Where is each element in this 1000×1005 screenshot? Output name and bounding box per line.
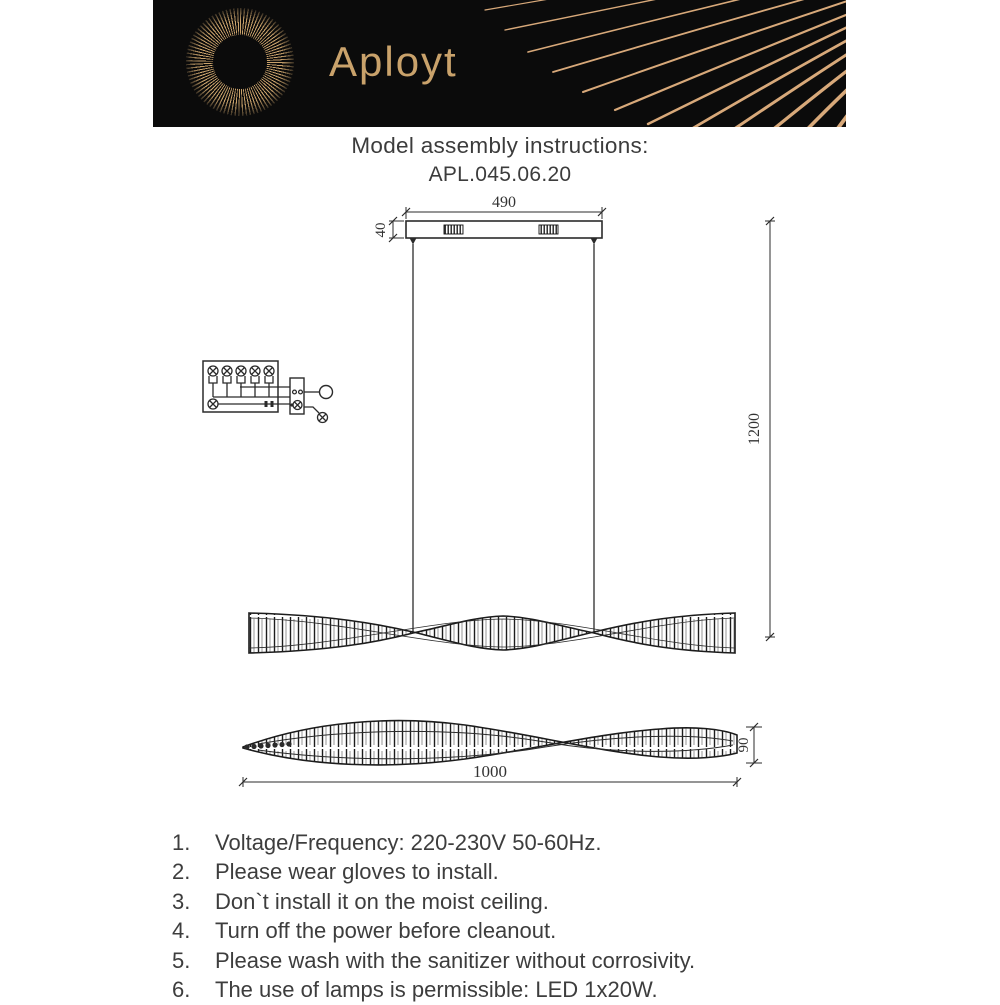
vent-slot bbox=[444, 225, 463, 234]
cable-grip bbox=[410, 238, 417, 245]
item-number: 2. bbox=[172, 859, 215, 885]
list-item bbox=[172, 917, 872, 947]
suspension-cables bbox=[413, 244, 594, 633]
dim-label-drop-length: 1200 bbox=[746, 413, 763, 445]
page-title: Model assembly instructions: bbox=[0, 133, 1000, 159]
cable-grip bbox=[591, 238, 598, 245]
lamp-side-view bbox=[243, 721, 737, 765]
model-number: APL.045.06.20 bbox=[0, 163, 1000, 187]
dim-label-lamp-length: 1000 bbox=[473, 762, 507, 781]
instruction-list bbox=[172, 828, 872, 1005]
brand-name: Aployt bbox=[329, 38, 458, 86]
list-item bbox=[172, 946, 872, 976]
dimension-lamp-length bbox=[239, 762, 741, 787]
item-text: Don`t install it on the moist ceiling. bbox=[215, 889, 549, 915]
vent-slot bbox=[539, 225, 558, 234]
list-item bbox=[172, 828, 872, 858]
item-number: 6. bbox=[172, 977, 215, 1003]
item-number: 4. bbox=[172, 918, 215, 944]
item-number: 5. bbox=[172, 948, 215, 974]
item-text: Turn off the power before cleanout. bbox=[215, 918, 556, 944]
lamp-symbol-icon bbox=[318, 413, 328, 423]
item-number: 3. bbox=[172, 889, 215, 915]
terminal-block bbox=[290, 378, 304, 414]
item-text: Please wear gloves to install. bbox=[215, 859, 499, 885]
wiring-diagram bbox=[203, 361, 333, 423]
dimension-lamp-height bbox=[736, 723, 762, 767]
switch-symbol bbox=[320, 386, 333, 399]
item-text: The use of lamps is permissible: LED 1x20W. bbox=[215, 977, 658, 1003]
lamp-front-view bbox=[249, 613, 735, 653]
ceiling-canopy bbox=[406, 221, 602, 245]
item-text: Voltage/Frequency: 220-230V 50-60Hz. bbox=[215, 830, 601, 856]
list-item bbox=[172, 976, 872, 1005]
dim-label-canopy-width: 490 bbox=[492, 194, 516, 211]
dim-label-canopy-height: 40 bbox=[373, 223, 389, 238]
list-item bbox=[172, 887, 872, 917]
dim-label-lamp-height: 90 bbox=[736, 738, 752, 753]
list-item bbox=[172, 858, 872, 888]
item-number: 1. bbox=[172, 830, 215, 856]
item-text: Please wash with the sanitizer without corrosivity. bbox=[215, 948, 695, 974]
dimension-canopy-width bbox=[402, 194, 606, 219]
dimension-drop-length bbox=[746, 217, 775, 641]
dimension-canopy-height bbox=[373, 217, 404, 242]
